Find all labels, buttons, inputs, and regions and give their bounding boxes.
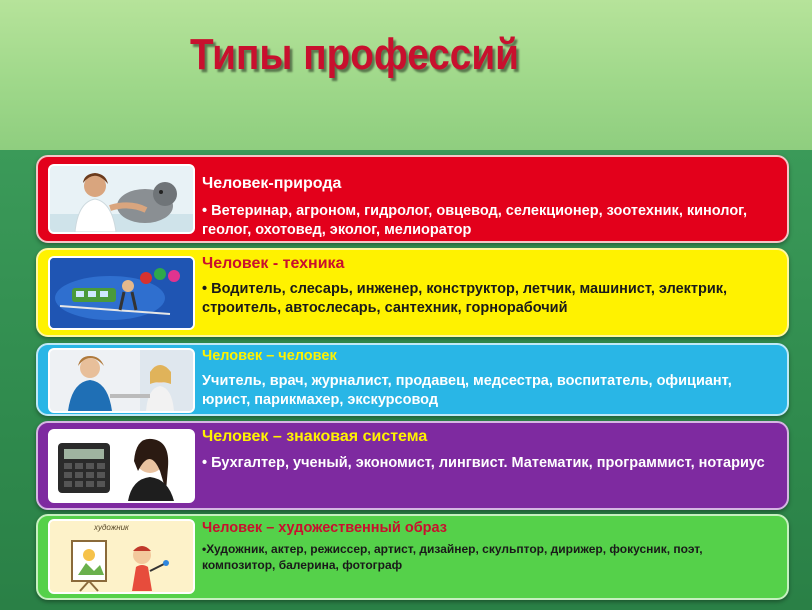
teacher-with-child-image: [48, 348, 195, 413]
row-heading: Человек - техника: [202, 255, 345, 272]
row-professions: • Ветеринар, агроном, гидролог, овцевод, селекционер, зоотехник, кинолог, геолог, охотовед, эколог, мелиоратор: [202, 203, 747, 238]
row-human-technology: [36, 248, 789, 337]
row-heading: Человек-природа: [202, 175, 342, 192]
image-caption: художник: [94, 523, 129, 532]
vet-with-dog-image: [48, 164, 195, 234]
row-heading: Человек – человек: [202, 348, 337, 364]
slide-title: Типы профессий: [190, 30, 519, 79]
row-professions: • Водитель, слесарь, инженер, конструктор, летчик, машинист, электрик, строитель, автослесарь, сантехник, горнорабочий: [202, 281, 728, 316]
row-professions: •Художник, актер, режиссер, артист, дизайнер, скульптор, дирижер, фокусник, поэт, композитор, балерина, фотограф: [202, 542, 703, 572]
artist-cartoon-image: [48, 519, 195, 594]
row-human-nature: [36, 155, 789, 243]
woman-with-calculator-image: [48, 429, 195, 503]
row-human-artistic-image: [36, 514, 789, 600]
row-human-sign-system: [36, 421, 789, 510]
row-professions: • Бухгалтер, ученый, экономист, лингвист. Математик, программист, нотариус: [202, 455, 765, 471]
train-illustration-image: [48, 256, 195, 330]
row-heading: Человек – художественный образ: [202, 520, 447, 536]
row-heading: Человек – знаковая система: [202, 428, 428, 445]
row-human-human: [36, 343, 789, 416]
row-professions: Учитель, врач, журналист, продавец, медсестра, воспитатель, официант, юрист, парикмахер, экскурсовод: [202, 373, 732, 408]
